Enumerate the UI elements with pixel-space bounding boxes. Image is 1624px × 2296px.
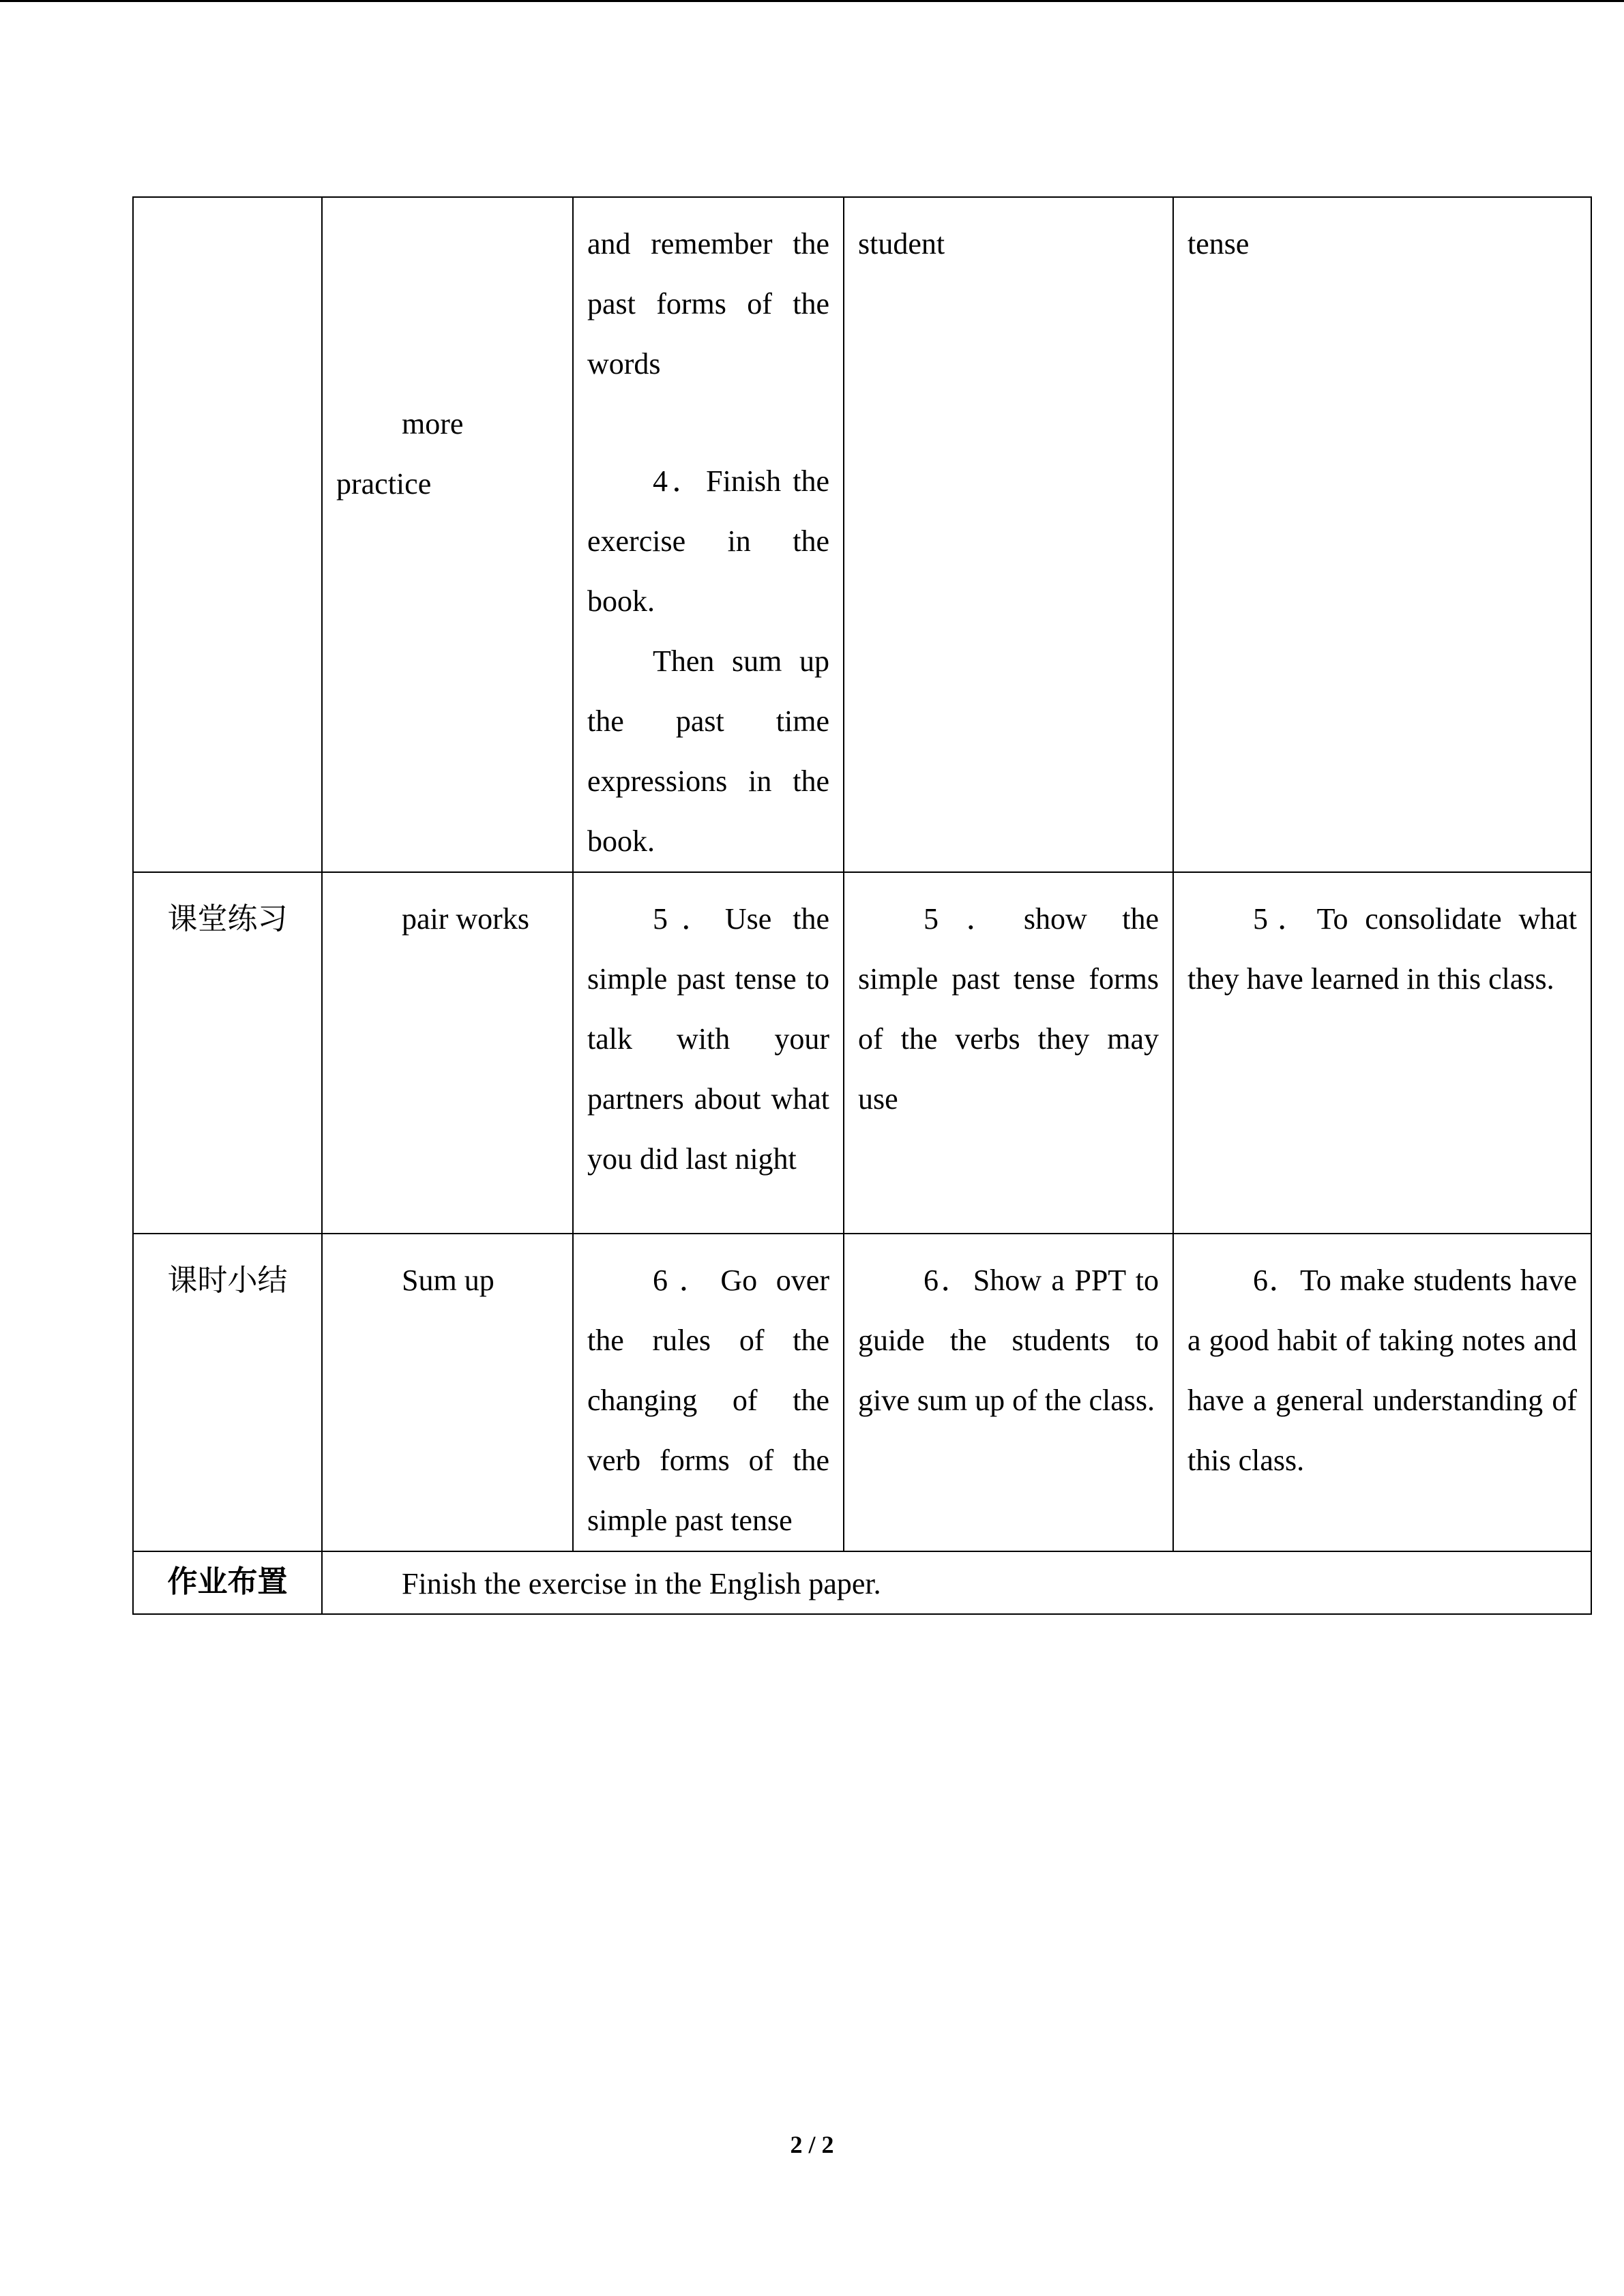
lesson-plan-table <box>132 196 1592 1615</box>
homework-label: 作业布置 <box>133 1551 322 1614</box>
student-activity-line2: 4．Finish the exercise in the book. <box>587 464 829 618</box>
stage-label: 课堂练习 <box>167 901 288 936</box>
teacher-activity-text: student <box>858 227 945 260</box>
student-activity-text: 6．Go over the rules of the changing of the verb forms of the simple past tense <box>587 1264 829 1537</box>
teacher-activity-text: 5．show the simple past tense forms of the verbs they may use <box>858 902 1159 1116</box>
purpose-cell <box>1173 872 1591 1234</box>
method-cell <box>322 1234 573 1551</box>
student-activity-line3: Then sum up the past time expressions in the book. <box>587 644 829 858</box>
method-text: pair works <box>402 902 529 936</box>
method-cell <box>322 197 573 872</box>
student-activity-cell <box>573 872 844 1234</box>
purpose-cell <box>1173 197 1591 872</box>
teacher-activity-cell <box>844 1234 1173 1551</box>
table-row-continuation <box>133 197 1591 872</box>
student-activity-cell <box>573 1234 844 1551</box>
teacher-activity-cell <box>844 872 1173 1234</box>
student-activity-text: 5．Use the simple past tense to talk with your partners about what you did last night <box>587 902 829 1176</box>
student-activity-line1: and remember the past forms of the words <box>587 227 829 381</box>
table-row-homework <box>133 1551 1591 1614</box>
homework-content: Finish the exercise in the English paper. <box>322 1551 1591 1614</box>
method-text: Sum up <box>402 1264 494 1297</box>
purpose-text: tense <box>1187 227 1250 260</box>
stage-cell <box>133 1234 322 1551</box>
page-top-border <box>0 0 1624 2</box>
stage-cell <box>133 872 322 1234</box>
method-text: more practice <box>336 407 464 501</box>
table-row-practice <box>133 872 1591 1234</box>
student-activity-cell <box>573 197 844 872</box>
teacher-activity-text: 6．Show a PPT to guide the students to give sum up of the class. <box>858 1264 1159 1417</box>
teacher-activity-cell <box>844 197 1173 872</box>
purpose-cell <box>1173 1234 1591 1551</box>
purpose-text: 5．To consolidate what they have learned in this class. <box>1187 902 1577 996</box>
method-cell <box>322 872 573 1234</box>
page-number: 2 / 2 <box>790 2131 834 2158</box>
purpose-text: 6．To make students have a good habit of taking notes and have a general understanding of this class. <box>1187 1264 1577 1477</box>
stage-label: 课时小结 <box>167 1263 288 1298</box>
table-row-summary <box>133 1234 1591 1551</box>
stage-cell-empty <box>133 197 322 872</box>
